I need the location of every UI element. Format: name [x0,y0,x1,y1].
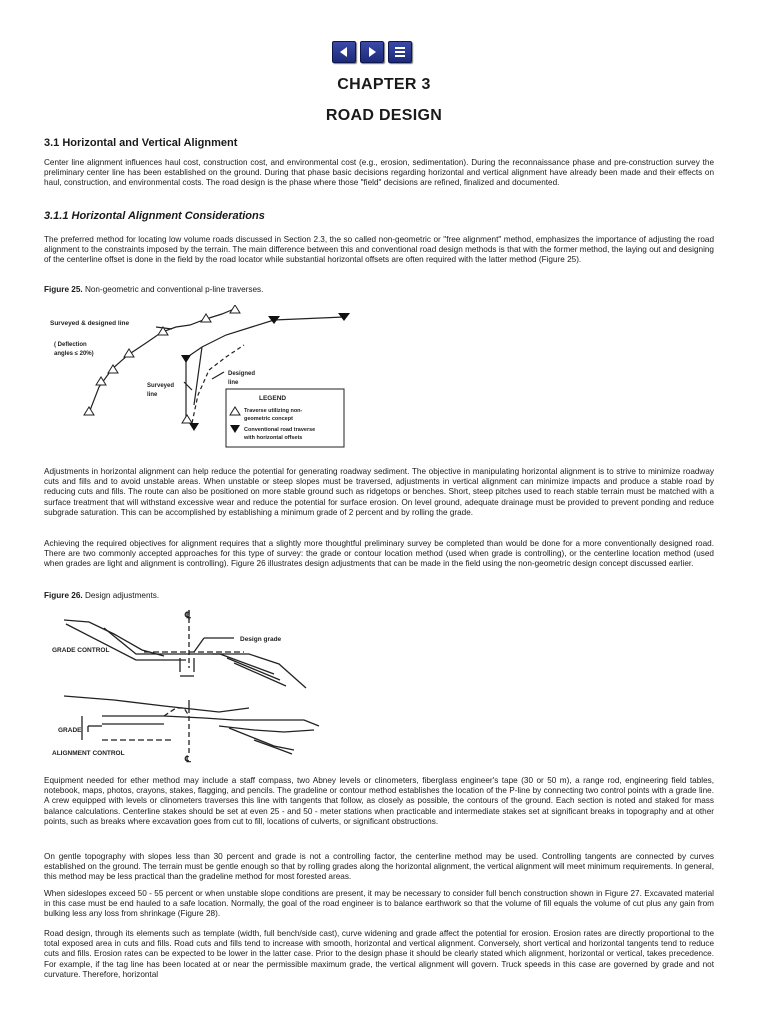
label-grade: GRADE [58,727,82,734]
figure-25-caption [44,285,263,294]
label-grade-control: GRADE CONTROL [52,647,110,654]
figure-26-diagram [44,608,344,766]
legend-item-1b: geometric concept [244,416,293,422]
paragraph-1: Center line alignment influences haul cost, construction cost, and environmental cost (e.g., erosion, sedimentation). During the reconnaissance phase and pre-construction survey the preliminary center line has been established on the ground. During that phase basic decisions regarding horizontal and vertical alignment have already been made and their effects on haul, construction, and environmental costs. The road design is the phase where those "field" decisions are refined, finalized and documented. [44,158,714,188]
legend-item-1a: Traverse utilizing non- [244,408,303,414]
paragraph-5: Equipment needed for ether method may include a staff compass, two Abney levels or clinometers, fiberglass engineer's tape (30 or 50 m), a range rod, engineering field tables, notebook, maps, photos, crayons, stakes, flagging, and pencils. The gradeline or contour method establishes the location of the P-line by connecting two control points with a grade line. A crew equipped with levels or clinometers traverses this line with tangents that follow, as closely as possible, the contours of the ground. Each section is noted and staked for mass balance calculations. Centerline stakes should be set at even 25 - and 50 - meter stations when practicable and intermediate stakes set at significant breaks in topography and at other points, such as breaks where excavation goes from cut to fill, locations of culverts, or significant obstructions. [44,776,714,826]
figure-26-caption [44,591,159,600]
paragraph-7: When sideslopes exceed 50 - 55 percent or when unstable slope conditions are present, it may be necessary to consider full bench construction shown in Figure 27. Excavated material in this case must be end hauled to a safe location. Normally, the goal of the road engineer is to balance earthwork so that the volume of fill equals the volume of cut plus any gain from bulking less any loss from shrinkage (Figure 28). [44,889,714,919]
paragraph-3: Adjustments in horizontal alignment can help reduce the potential for generating roadway sediment. The objective in manipulating horizontal alignment is to strive to minimize roadway cuts and fills and to avoid unstable areas. When unstable or steep slopes must be traversed, adjustments in vertical alignment can minimize impacts and produce a stable road by reducing cuts and fills. The route can also be positioned on more stable ground such as ridgetops or benches. Short, steep pitches used to reach stable terrain must be matched with a surface treatment that will withstand excessive wear and reduce the potential for surface erosion. On level ground, adequate drainage must be provided to prevent ponding and reduce subgrade saturation. This can be accomplished by establishing a minimum grade of 2 percent and by rolling the grade. [44,467,714,517]
label-design-grade: Design grade [240,636,282,643]
paragraph-4: Achieving the required objectives for alignment requires that a slightly more thoughtful preliminary survey be completed than would be done for a more conventionally designed road. There are two commonly accepted approaches for this type of survey: the grade or contour location method (used when grade is controlling), or the centerline location method (used when grades are light and alignment is controlling). Figure 26 illustrates design adjustments that can be made in the field using the non-geometric design concept discussed earlier. [44,539,714,569]
subsection-heading: 3.1.1 Horizontal Alignment Considerations [44,210,265,222]
next-page-icon [366,46,378,58]
legend-item-2a: Conventional road traverse [244,427,316,433]
centerline-symbol-bottom: ℄ [185,754,191,764]
figure-26-label: Figure 26. [44,591,83,600]
paragraph-6: On gentle topography with slopes less than 30 percent and grade is not a controlling factor, the centerline method may be used. Controlling tangents are connected by curves established on the ground. The terrain must be gentle enough so that by rolling grades along the horizontal alignment, the vertical alignment will meet minimum requirements. In general, this method may be less practical than the gradeline method for most forested areas. [44,852,714,882]
table-of-contents-icon [394,46,406,58]
previous-page-button[interactable] [332,41,356,63]
label-designed-1: Designed [228,371,256,377]
paragraph-8: Road design, through its elements such as template (width, full bench/side cast), curve widening and grade affect the potential for erosion. Erosion rates are directly proportional to the total exposed area in cuts and fills. Road cuts and fills tend to increase with smooth, horizontal and vertical alignment. Conversely, short vertical and horizontal tangents tend to reduce cuts and fills. Erosion rates can be expected to be lower in the latter case. Prior to the design phase it should be clearly stated which alignment, horizontal or vertical, takes precedence. For example, if the tag line has been located at or near the permissible maximum grade, the vertical alignment will govern. Truck speeds in this case are governed by grade and not curvature. Therefore, horizontal [44,929,714,979]
chapter-number: CHAPTER 3 [337,76,431,93]
figure-25-label: Figure 25. [44,285,83,294]
ground-line-bottom [64,696,249,712]
label-designed-2: line [228,380,239,386]
label-deflection-1: ( Deflection [54,342,87,348]
next-page-button[interactable] [360,41,384,63]
label-surveyed-designed-line: Surveyed & designed line [50,320,130,327]
previous-page-icon [338,46,350,58]
legend-item-2b: with horizontal offsets [244,435,303,441]
label-alignment-control: ALIGNMENT CONTROL [52,750,125,757]
paragraph-2: The preferred method for locating low volume roads discussed in Section 2.3, the so called non-geometric or "free alignment" method, emphasizes the importance of adjusting the road alignment to the constraints imposed by the terrain. The main difference between this and conventional road design methods is that with the former method, the laying out and designing of the centerline offset is done in the field by the road locator while substantial horizontal offsets are often required with the latter method (Figure 25). [44,235,714,265]
centerline-symbol-top: ℄ [185,610,191,620]
label-surveyed-1: Surveyed [147,383,175,389]
section-heading: 3.1 Horizontal and Vertical Alignment [44,137,238,149]
contents-button[interactable] [388,41,412,63]
conventional-traverse-line [186,317,344,358]
label-surveyed-2: line [147,392,158,398]
figure-25-caption-text: Non-geometric and conventional p-line traverses. [82,285,264,294]
label-deflection-2: angles ≤ 20%) [54,351,94,357]
legend-title: LEGEND [259,395,287,402]
chapter-title: ROAD DESIGN [325,107,443,124]
figure-25-diagram [44,305,374,455]
figure-26-caption-text: Design adjustments. [82,591,160,600]
page-navigation [332,41,412,63]
